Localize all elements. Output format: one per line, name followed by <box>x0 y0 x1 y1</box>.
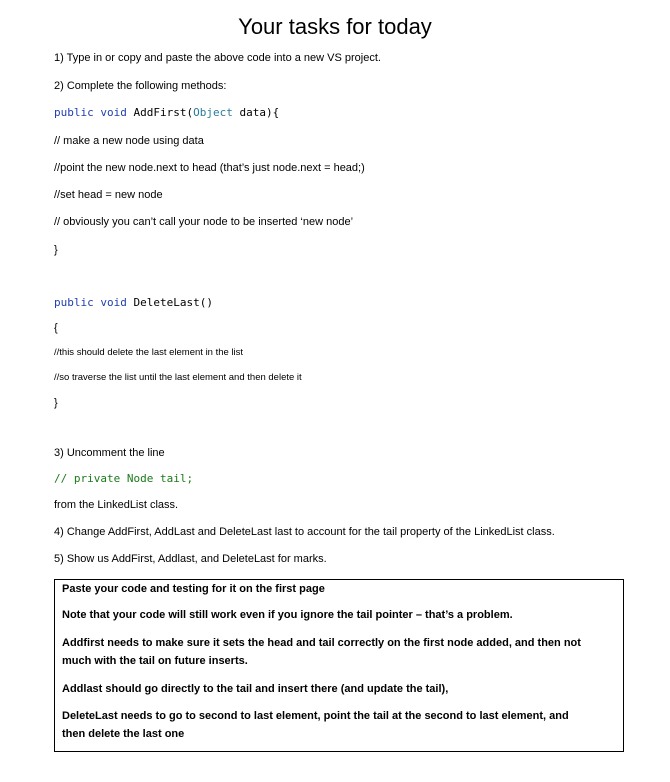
addfirst-comment: //point the new node.next to head (that’s just node.next = head;) <box>54 162 365 174</box>
keyword-void: void <box>100 296 127 309</box>
note-addfirst-cont: much with the tail on future inserts. <box>62 655 248 667</box>
note-paste-code: Paste your code and testing for it on the first page <box>62 583 325 595</box>
method-name: DeleteLast() <box>133 296 213 309</box>
keyword-public: public <box>54 296 94 309</box>
params: data){ <box>232 106 280 119</box>
keyword-public: public <box>54 106 94 119</box>
notes-box <box>54 579 624 752</box>
step-3: 3) Uncomment the line <box>54 447 165 459</box>
addfirst-comment: // obviously you can’t call your node to be inserted ‘new node’ <box>54 216 354 228</box>
uncomment-code: // private Node tail; <box>54 472 194 485</box>
addfirst-comment: //set head = new node <box>54 189 163 201</box>
step-2: 2) Complete the following methods: <box>54 80 227 92</box>
note-addlast: Addlast should go directly to the tail and insert there (and update the tail), <box>62 683 449 695</box>
step-5: 5) Show us AddFirst, Addlast, and DeleteLast for marks. <box>54 553 327 565</box>
deletelast-open-brace: { <box>54 322 58 334</box>
deletelast-comment: //so traverse the list until the last element and then delete it <box>54 372 302 383</box>
page-title: Your tasks for today <box>238 14 432 39</box>
deletelast-close-brace: } <box>54 397 58 409</box>
step-4: 4) Change AddFirst, AddLast and DeleteLast last to account for the tail property of the LinkedList class. <box>54 526 555 538</box>
from-class: from the LinkedList class. <box>54 499 179 511</box>
deletelast-comment: //this should delete the last element in the list <box>54 347 244 358</box>
note-addfirst: Addfirst needs to make sure it sets the head and tail correctly on the first node added, and then not <box>62 637 581 649</box>
type-name: Object <box>193 106 233 119</box>
keyword-void: void <box>100 106 127 119</box>
deletelast-signature <box>54 296 213 310</box>
addfirst-signature <box>54 106 279 120</box>
addfirst-comment: // make a new node using data <box>54 135 204 147</box>
note-deletelast: DeleteLast needs to go to second to last element, point the tail at the second to last element, and <box>62 710 569 722</box>
note-tail-pointer: Note that your code will still work even if you ignore the tail pointer – that’s a problem. <box>62 609 513 621</box>
note-deletelast-cont: then delete the last one <box>62 728 185 740</box>
method-name: AddFirst( <box>133 106 194 119</box>
addfirst-close-brace: } <box>54 244 58 256</box>
step-1: 1) Type in or copy and paste the above code into a new VS project. <box>54 52 381 64</box>
